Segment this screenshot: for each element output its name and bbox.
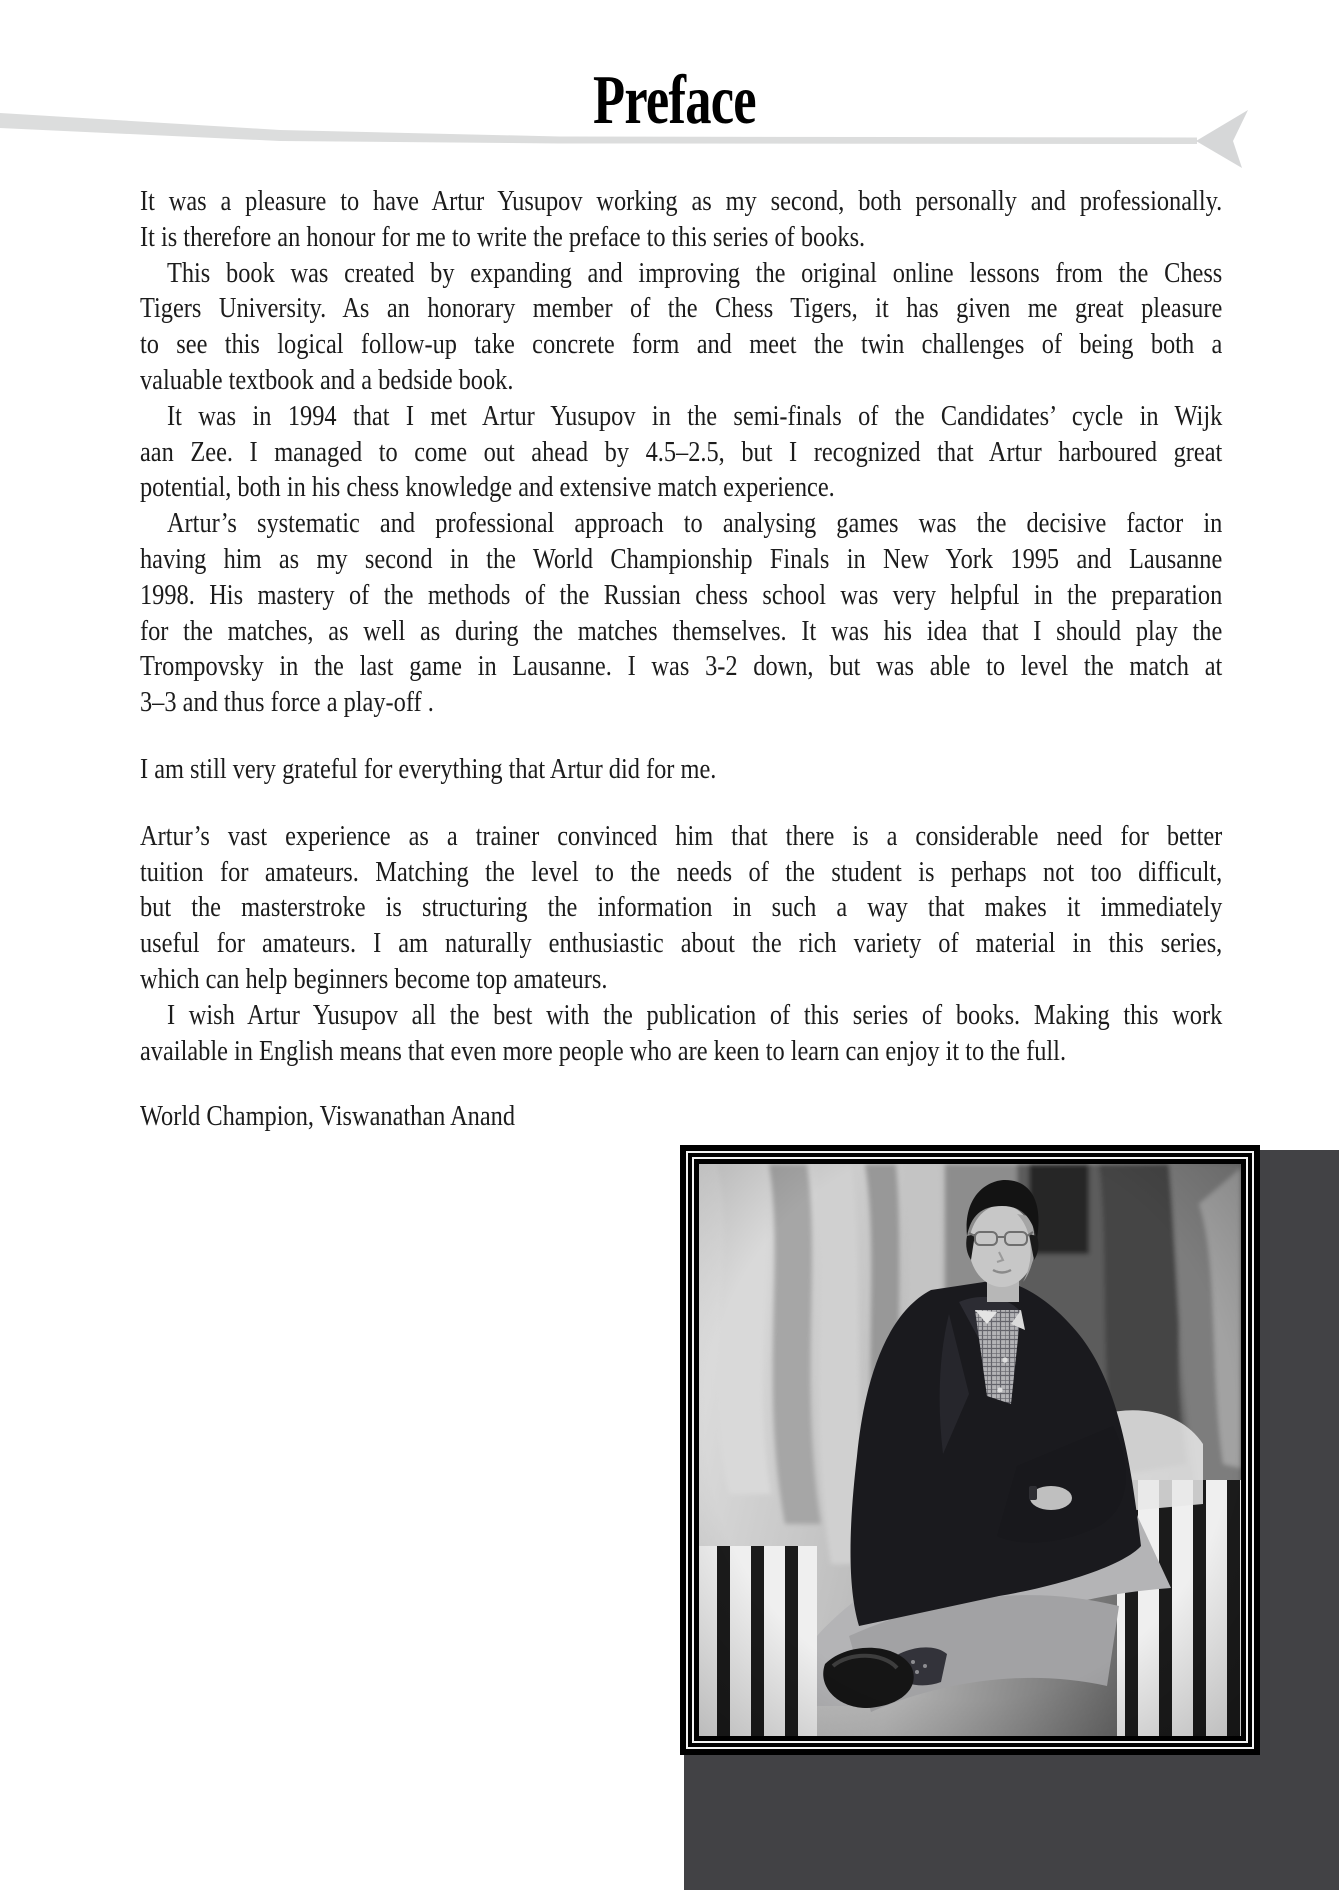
page-title-text: Preface	[593, 62, 756, 139]
text-line: Artur’s systematic and professional approach to analysing games was the decisive factor in	[166, 508, 1223, 540]
text-line: I am still very grateful for everything that Artur did for me.	[140, 753, 717, 785]
arrow-left-icon	[1196, 110, 1248, 168]
text-line: It was a pleasure to have Artur Yusupov working as my second, both personally and professionally.	[140, 186, 1223, 217]
paragraph	[140, 184, 1222, 256]
body-text	[140, 184, 1222, 1069]
paragraph	[140, 819, 1222, 998]
text-line: It was in 1994 that I met Artur Yusupov in the semi-finals of the Candidates’ cycle in Wijk	[166, 400, 1223, 432]
text-line: having him as my second in the World Championship Finals in New York 1995 and Lausanne	[140, 543, 1223, 575]
paragraph	[140, 506, 1222, 721]
text-line: This book was created by expanding and improving the original online lessons from the Chess	[166, 257, 1223, 289]
paragraph	[140, 752, 1222, 788]
paragraph	[140, 998, 1222, 1070]
text-line: Tigers University. As an honorary member of the Chess Tigers, it has given me great pleasure	[140, 293, 1223, 325]
text-line: useful for amateurs. I am naturally enthusiastic about the rich variety of material in this series,	[140, 928, 1223, 960]
text-line: aan Zee. I managed to come out ahead by 4.5–2.5, but I recognized that Artur harboured great	[140, 436, 1223, 468]
text-line: Artur’s vast experience as a trainer convinced him that there is a considerable need for better	[140, 820, 1223, 852]
text-line: 3–3 and thus force a play-off .	[140, 687, 434, 719]
text-line: available in English means that even more people who are keen to learn can enjoy it to the full.	[140, 1035, 1067, 1067]
anand-photo	[699, 1164, 1241, 1736]
paragraph	[140, 399, 1222, 506]
paragraph	[140, 256, 1222, 399]
text-line: potential, both in his chess knowledge and extensive match experience.	[140, 472, 835, 504]
page-title	[593, 62, 810, 139]
photo-frame	[680, 1145, 1260, 1755]
text-line: 1998. His mastery of the methods of the Russian chess school was very helpful in the preparation	[140, 579, 1223, 611]
text-line: but the masterstroke is structuring the information in such a way that makes it immediately	[140, 892, 1223, 924]
text-line: It is therefore an honour for me to write the preface to this series of books.	[140, 221, 866, 253]
text-line: I wish Artur Yusupov all the best with the publication of this series of books. Making this work	[166, 999, 1223, 1031]
text-line: Trompovsky in the last game in Lausanne. I was 3-2 down, but was able to level the match at	[140, 651, 1223, 683]
text-line: to see this logical follow-up take concrete form and meet the twin challenges of being both a	[140, 329, 1223, 361]
text-line: which can help beginners become top amateurs.	[140, 963, 608, 995]
text-line: tuition for amateurs. Matching the level to the needs of the student is perhaps not too difficult,	[140, 856, 1223, 888]
text-line: for the matches, as well as during the matches themselves. It was his idea that I should play the	[140, 615, 1223, 647]
signature-line: World Champion, Viswanathan Anand	[140, 1101, 516, 1132]
photo-vignette	[699, 1164, 1241, 1736]
text-line: valuable textbook and a bedside book.	[140, 364, 514, 396]
